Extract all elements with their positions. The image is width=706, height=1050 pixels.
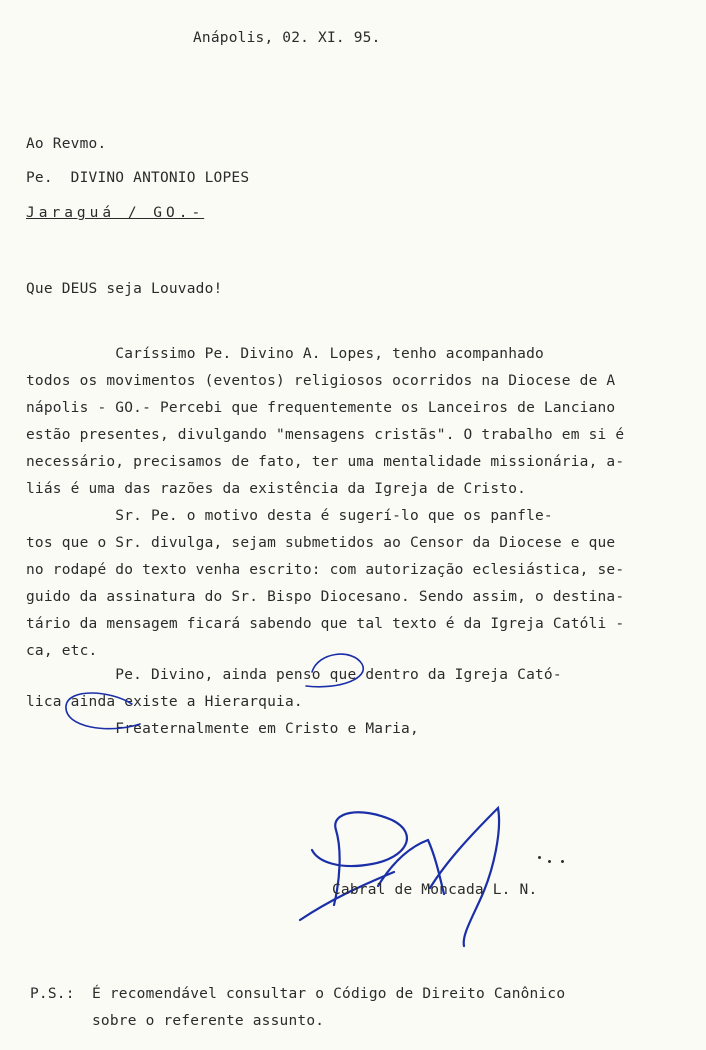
body-line: Pe. Divino, ainda penso que dentro da Igreja Cató- [26, 667, 562, 683]
body-line: tos que o Sr. divulga, sejam submetidos ao Censor da Diocese e que [26, 535, 616, 551]
date-line: Anápolis, 02. XI. 95. [193, 30, 381, 46]
signature-dot [538, 856, 541, 859]
body-line: Caríssimo Pe. Divino A. Lopes, tenho acompanhado [26, 346, 544, 362]
signature-dot [548, 860, 551, 863]
body-line: Freaternalmente em Cristo e Maria, [26, 721, 419, 737]
body-line: Sr. Pe. o motivo desta é sugerí-lo que os panfle- [26, 508, 553, 524]
body-line: no rodapé do texto venha escrito: com autorização eclesiástica, se- [26, 562, 625, 578]
body-line: necessário, precisamos de fato, ter uma mentalidade missionária, a- [26, 454, 625, 470]
body-line: tário da mensagem ficará sabendo que tal texto é da Igreja Católi - [26, 616, 625, 632]
body-line: todos os movimentos (eventos) religiosos ocorridos na Diocese de A [26, 373, 616, 389]
signature-scribble [300, 808, 499, 946]
signature-dot [561, 860, 564, 863]
body-line: liás é uma das razões da existência da Igreja de Cristo. [26, 481, 527, 497]
ps-line: É recomendável consultar o Código de Direito Canônico [92, 986, 566, 1002]
greeting: Que DEUS seja Louvado! [26, 281, 223, 297]
body-line: estão presentes, divulgando "mensagens cristãs". O trabalho em si é [26, 427, 625, 443]
signature-name: Cabral de Moncada L. N. [332, 882, 538, 898]
body-line: guido da assinatura do Sr. Bispo Diocesano. Sendo assim, o destina- [26, 589, 625, 605]
recipient-name: Pe. DIVINO ANTONIO LOPES [26, 170, 250, 186]
body-line: nápolis - GO.- Percebi que frequentemente os Lanceiros de Lanciano [26, 400, 616, 416]
ps-line: sobre o referente assunto. [92, 1013, 325, 1029]
salutation-to: Ao Revmo. [26, 136, 107, 152]
body-line: ca, etc. [26, 643, 98, 659]
body-line: lica ainda existe a Hierarquia. [26, 694, 303, 710]
recipient-place: Jaraguá / GO.- [26, 205, 205, 221]
ps-label: P.S.: [30, 986, 75, 1002]
